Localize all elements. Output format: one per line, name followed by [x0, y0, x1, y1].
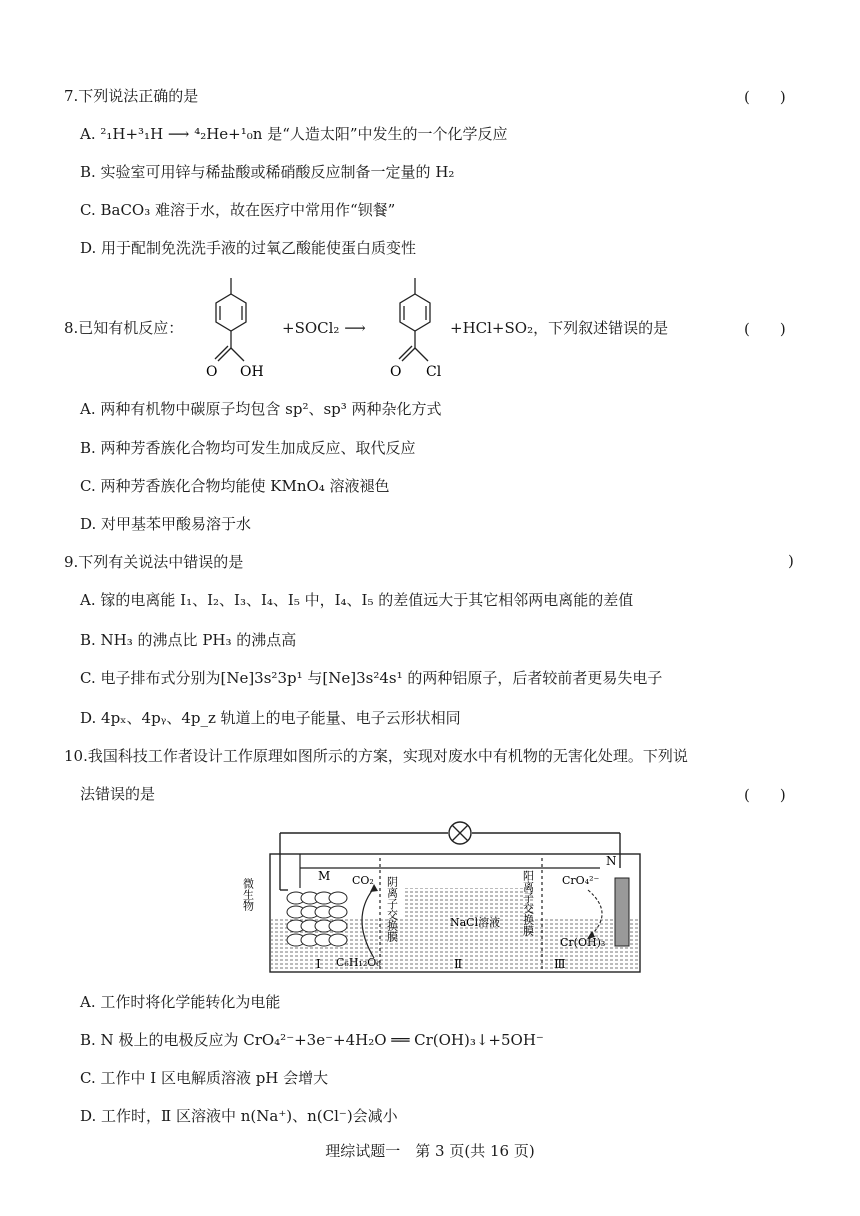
q8-answer-blank: ( ) [744, 320, 786, 338]
cro4-label: CrO₄²⁻ [562, 874, 600, 887]
anion-membrane-label: 阴离子交换膜 [385, 876, 399, 942]
microbe-label: 微生物 [241, 878, 255, 911]
mol1-oh-label: OH [240, 364, 264, 380]
q7-option-d: D. 用于配制免洗洗手液的过氧乙酸能使蛋白质变性 [80, 239, 417, 257]
q7-answer-blank: ( ) [744, 88, 786, 106]
n-electrode [615, 878, 629, 946]
q7-stem: 7.下列说法正确的是 [64, 87, 199, 105]
q10-stem-line1: 10.我国科技工作者设计工作原理如图所示的方案，实现对废水中有机物的无害化处理。下列说 [64, 747, 688, 765]
q9-option-d: D. 4pₓ、4pᵧ、4p_z 轨道上的电子能量、电子云形状相同 [80, 709, 461, 727]
q8-reagent: +SOCl₂ ⟶ [282, 319, 366, 337]
q8-option-d: D. 对甲基苯甲酸易溶于水 [80, 515, 252, 533]
q10-option-b: B. N 极上的电极反应为 CrO₄²⁻+3e⁻+4H₂O ══ Cr(OH)₃↓+5OH⁻ [80, 1031, 544, 1049]
q9-stem: 9.下列有关说法中错误的是 [64, 553, 244, 571]
p-toluic-acid-structure [198, 272, 288, 382]
q7-option-b: B. 实验室可用锌与稀盐酸或稀硝酸反应制备一定量的 H₂ [80, 163, 455, 181]
zone-1-label: Ⅰ [316, 957, 321, 971]
glucose-label: C₆H₁₂O₆ [336, 956, 381, 969]
q8-option-a: A. 两种有机物中碳原子均包含 sp²、sp³ 两种杂化方式 [80, 400, 442, 418]
page-footer: 理综试题一 第 3 页(共 16 页) [325, 1142, 535, 1160]
mol2-cl-label: Cl [426, 364, 442, 380]
q10-option-c: C. 工作中 Ⅰ 区电解质溶液 pH 会增大 [80, 1069, 329, 1087]
cation-membrane-label: 阳离子交换膜 [521, 870, 535, 936]
zone-3-label: Ⅲ [554, 957, 566, 971]
q10-option-a: A. 工作时将化学能转化为电能 [80, 993, 281, 1011]
q8-products: +HCl+SO₂，下列叙述错误的是 [450, 319, 669, 337]
q7-option-c: C. BaCO₃ 难溶于水，故在医疗中常用作“钡餐” [80, 201, 396, 219]
q8-option-c: C. 两种芳香族化合物均能使 KMnO₄ 溶液褪色 [80, 477, 390, 495]
nacl-label: NaCl溶液 [450, 916, 501, 929]
microbial-fuel-cell-diagram [240, 818, 650, 980]
mol1-o-label: O [206, 364, 218, 380]
q9-option-b: B. NH₃ 的沸点比 PH₃ 的沸点高 [80, 631, 297, 649]
q9-option-c: C. 电子排布式分别为[Ne]3s²3p¹ 与[Ne]3s²4s¹ 的两种铝原子，后者较前者更易失电子 [80, 669, 663, 687]
m-electrode-label: M [318, 869, 331, 883]
croh3-label: Cr(OH)₃ [560, 936, 606, 949]
q10-option-d: D. 工作时，Ⅱ 区溶液中 n(Na⁺)、n(Cl⁻)会减小 [80, 1107, 398, 1125]
q10-stem-line2: 法错误的是 [80, 785, 156, 803]
q9-option-a: A. 镓的电离能 I₁、I₂、I₃、I₄、I₅ 中，I₄、I₅ 的差值远大于其它相邻两电离能的差值 [80, 591, 634, 609]
mol2-o-label: O [390, 364, 402, 380]
q9-answer-blank: ) [788, 552, 794, 570]
zone-2-label: Ⅱ [454, 957, 463, 971]
q8-stem-prefix: 8.已知有机反应： [64, 319, 184, 337]
n-electrode-label: N [606, 854, 617, 868]
q8-option-b: B. 两种芳香族化合物均可发生加成反应、取代反应 [80, 439, 416, 457]
q7-option-a: A. ²₁H+³₁H ⟶ ⁴₂He+¹₀n 是“人造太阳”中发生的一个化学反应 [80, 125, 508, 143]
co2-label: CO₂ [352, 874, 374, 887]
q10-answer-blank: ( ) [744, 786, 786, 804]
